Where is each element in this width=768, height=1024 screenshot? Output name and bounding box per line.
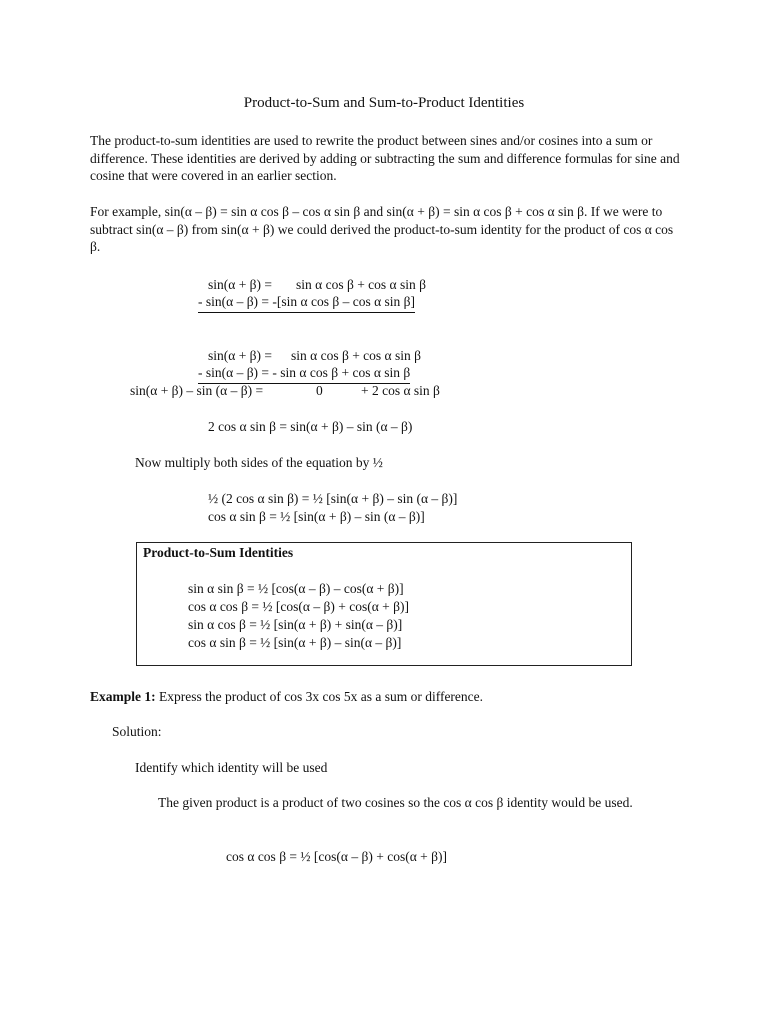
half-line1: ½ (2 cos α sin β) = ½ [sin(α + β) – sin (α – β)] <box>208 491 458 506</box>
chosen-identity: cos α cos β = ½ [cos(α – β) + cos(α + β)] <box>226 849 447 864</box>
example1-text: Express the product of cos 3x cos 5x as a sum or difference. <box>155 689 484 704</box>
identity-cos-cos: cos α cos β = ½ [cos(α – β) + cos(α + β)] <box>188 599 409 614</box>
example-paragraph: For example, sin(α – β) = sin α cos β – cos α sin β and sin(α + β) = sin α cos β + cos α sin β. If we were to subtract sin(α – β) from sin(α + β) we could derived the product-to-sum identity for the product of cos α cos β. <box>90 204 674 254</box>
derivation2-line3-mid: 0 <box>316 383 323 398</box>
identity-sin-cos: sin α cos β = ½ [sin(α + β) + sin(α – β)] <box>188 617 403 632</box>
derivation1-line1-left: sin(α + β) = <box>208 277 273 292</box>
derivation2-line1-right: sin α cos β + cos α sin β <box>291 348 421 363</box>
derivation1-line2: - sin(α – β) = -[sin α cos β – cos α sin β] <box>198 293 415 313</box>
example1-prompt <box>90 688 483 706</box>
derivation2-line1-left: sin(α + β) = <box>208 348 273 363</box>
derivation2-line2: - sin(α – β) = - sin α cos β + cos α sin β <box>198 364 410 384</box>
identify-step: Identify which identity will be used <box>135 760 328 775</box>
product-to-sum-identities-box <box>136 542 632 666</box>
identity-cos-sin: cos α sin β = ½ [sin(α + β) – sin(α – β)] <box>188 635 402 650</box>
derivation2-line3-left: sin(α + β) – sin (α – β) = <box>130 383 264 398</box>
multiply-note: Now multiply both sides of the equation by ½ <box>135 455 383 470</box>
identify-explanation: The given product is a product of two cosines so the cos α cos β identity would be used. <box>158 795 633 810</box>
half-line2: cos α sin β = ½ [sin(α + β) – sin (α – β)] <box>208 509 425 524</box>
page-title: Product-to-Sum and Sum-to-Product Identities <box>243 95 525 111</box>
identities-heading: Product-to-Sum Identities <box>143 545 294 560</box>
derivation2-line3-right: + 2 cos α sin β <box>361 383 440 398</box>
derivation1-line1-right: sin α cos β + cos α sin β <box>296 277 426 292</box>
solution-label: Solution: <box>112 724 162 739</box>
example1-label: Example 1: <box>90 689 156 704</box>
intro-paragraph: The product-to-sum identities are used to rewrite the product between sines and/or cosines into a sum or difference. These identities are derived by adding or subtracting the sum and difference formulas for sine and cosine that were covered in an earlier section. <box>90 133 680 183</box>
identity-sin-sin: sin α sin β = ½ [cos(α – β) – cos(α + β)] <box>188 581 404 596</box>
result-line: 2 cos α sin β = sin(α + β) – sin (α – β) <box>208 419 413 434</box>
